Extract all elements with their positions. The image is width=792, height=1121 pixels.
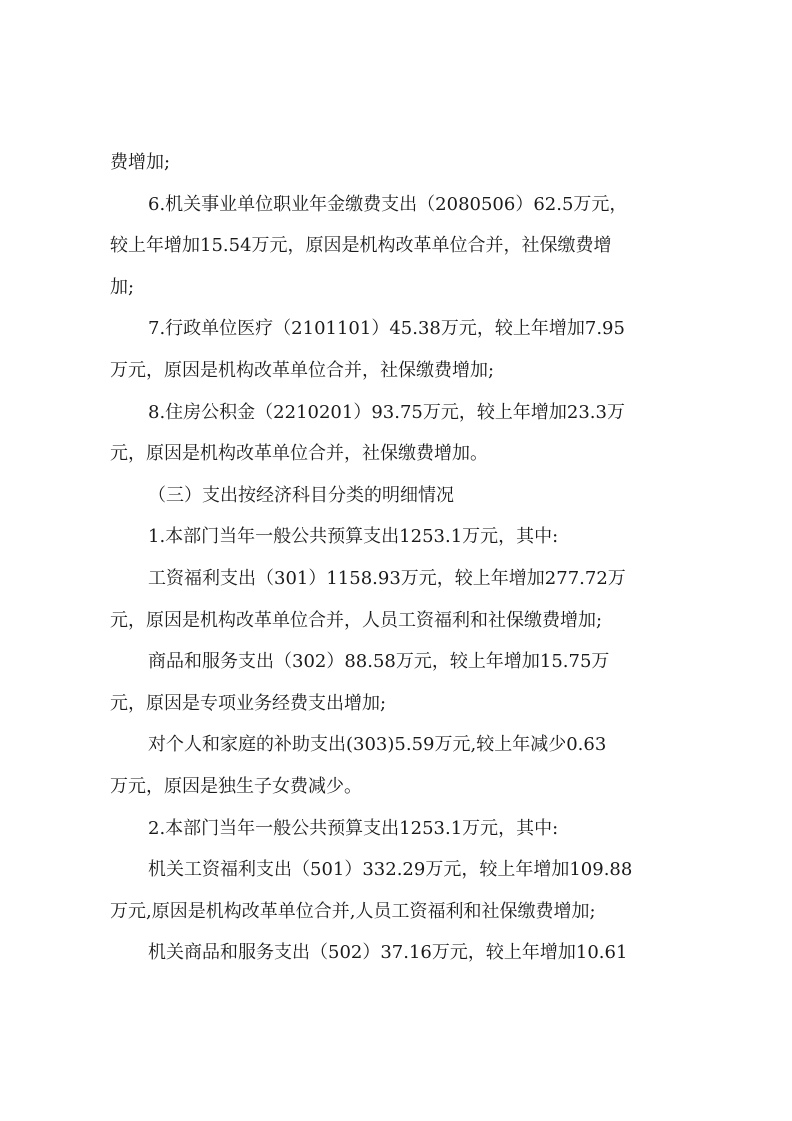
text-line-17: 2.本部门当年一般公共预算支出1253.1万元，其中: (148, 817, 559, 839)
section-heading: （三）支出按经济科目分类的明细情况 (148, 484, 454, 506)
text-line-8: 元，原因是机构改革单位合并，社保缴费增加。 (110, 443, 488, 465)
text-line-6: 万元，原因是机构改革单位合并，社保缴费增加; (110, 359, 495, 381)
text-line-5: 7.行政单位医疗（2101101）45.38万元，较上年增加7.95 (148, 318, 625, 340)
text-line-18: 机关工资福利支出（501）332.29万元，较上年增加109.88 (148, 859, 633, 881)
text-line-7: 8.住房公积金（2210201）93.75万元，较上年增加23.3万 (148, 401, 625, 423)
text-line-19: 万元,原因是机构改革单位合并,人员工资福利和社保缴费增加; (110, 900, 596, 922)
text-line-11: 工资福利支出（301）1158.93万元，较上年增加277.72万 (148, 567, 626, 589)
text-line-20: 机关商品和服务支出（502）37.16万元，较上年增加10.61 (148, 942, 628, 964)
text-line-12: 元，原因是机构改革单位合并，人员工资福利和社保缴费增加; (110, 609, 603, 631)
text-line-13: 商品和服务支出（302）88.58万元，较上年增加15.75万 (148, 651, 610, 673)
text-line-10: 1.本部门当年一般公共预算支出1253.1万元，其中: (148, 526, 559, 548)
text-line-3: 较上年增加15.54万元，原因是机构改革单位合并，社保缴费增 (110, 235, 612, 257)
text-line-16: 万元，原因是独生子女费减少。 (110, 775, 362, 797)
text-line-1: 费增加; (110, 152, 171, 173)
document-body (110, 142, 688, 974)
text-line-14: 元，原因是专项业务经费支出增加; (110, 692, 387, 714)
text-line-4: 加; (110, 276, 135, 298)
text-line-15: 对个人和家庭的补助支出(303)5.59万元,较上年减少0.63 (148, 734, 607, 756)
text-line-2: 6.机关事业单位职业年金缴费支出（2080506）62.5万元， (148, 193, 628, 215)
